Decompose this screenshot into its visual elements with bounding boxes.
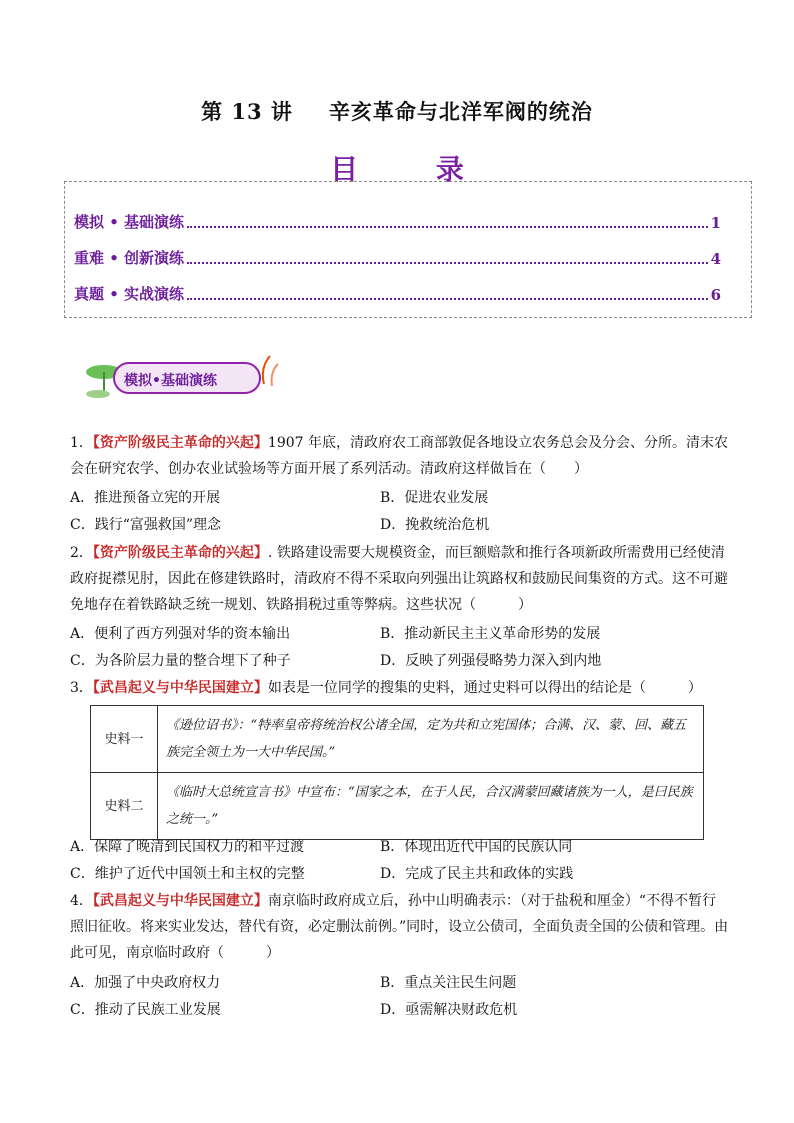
option-a[interactable]: A．便利了西方列强对华的资本输出 (70, 625, 291, 642)
option-d[interactable]: D．反映了列强侵略势力深入到内地 (380, 652, 602, 669)
toc-heading: 目 录 (330, 153, 498, 186)
question-tag: 【资产阶级民主革命的兴起】 (92, 435, 268, 451)
toc-item-label: 真题 • 实战演练 (74, 285, 185, 303)
option-c[interactable]: C．维护了近代中国领土和主权的完整 (70, 865, 305, 882)
option-b[interactable]: B．促进农业发展 (380, 489, 489, 506)
question-4-options (70, 968, 730, 1022)
page-title (0, 96, 794, 126)
question-4 (70, 888, 730, 966)
source-value: 《临时大总统宣言书》中宣布：“国家之本，在于人民，合汉满蒙回藏诸族为一人，是曰民族之统一。” (158, 773, 704, 840)
option-d[interactable]: D．完成了民主共和政体的实践 (380, 865, 574, 882)
question-tag: 【武昌起义与中华民国建立】 (92, 680, 268, 696)
toc-item-1[interactable] (74, 210, 721, 232)
toc-leader (187, 298, 708, 300)
question-number: 3． (70, 680, 93, 696)
table-row (91, 773, 704, 840)
question-text: 1907 年底，清政府农工商部敦促各地设立农务总会及分会、分所。清末农会在研究农学、创办农业试验场等方面开展了系列活动。清政府这样做旨在（ ） (70, 435, 728, 477)
question-text: 如表是一位同学的搜集的史料，通过史料可以得出的结论是（ ） (267, 680, 702, 696)
option-b[interactable]: B．重点关注民生问题 (380, 974, 517, 991)
option-b[interactable]: B．体现出近代中国的民族认同 (380, 838, 573, 855)
option-c[interactable]: C．为各阶层力量的整合埋下了种子 (70, 652, 291, 669)
toc-leader (187, 262, 708, 264)
option-d[interactable]: D．亟需解决财政危机 (380, 1001, 518, 1018)
question-text: 南京临时政府成立后，孙中山明确表示：（对于盐税和厘金）“不得不暂行照旧征收。将来实业发达，替代有资，必定删汰前例。”同时，设立公债司，全面负责全国的公债和管理。由此可见，南京临时政府（ ） (70, 893, 729, 961)
question-2-options (70, 619, 730, 673)
lecture-topic: 辛亥革命与北洋军阀的统治 (328, 99, 593, 124)
question-tag: 【武昌起义与中华民国建立】 (92, 893, 268, 909)
lecture-number: 第 13 讲 (201, 99, 293, 124)
question-tag: 【资产阶级民主革命的兴起】 (92, 545, 268, 561)
option-c[interactable]: C．践行“富强救国”理念 (70, 516, 222, 533)
source-key: 史料二 (91, 773, 158, 840)
source-table (90, 705, 704, 840)
option-a[interactable]: A．保障了晚清到民国权力的和平过渡 (70, 838, 305, 855)
toc-item-label: 重难 • 创新演练 (74, 249, 185, 267)
option-a[interactable]: A．加强了中央政府权力 (70, 974, 221, 991)
section-banner-label: 模拟•基础演练 (124, 373, 217, 389)
question-number: 2． (70, 545, 93, 561)
question-number: 4． (70, 893, 93, 909)
source-key: 史料一 (91, 706, 158, 773)
question-1-options (70, 483, 730, 537)
toc-item-page: 1 (710, 214, 721, 232)
toc-leader (187, 226, 708, 228)
toc-item-label: 模拟 • 基础演练 (74, 213, 185, 231)
table-row (91, 706, 704, 773)
question-2 (70, 540, 730, 618)
question-text: . 铁路建设需要大规模资金，而巨额赔款和推行各项新政所需费用已经使清政府捉襟见肘，因此在修建铁路时，清政府不得不采取向列强出让筑路权和鼓励民间集资的方式。这不可避免地存在着铁路缺乏统一规划、铁路捐税过重等弊病。这些状况（ ） (70, 545, 728, 613)
option-b[interactable]: B．推动新民主主义革命形势的发展 (380, 625, 601, 642)
option-a[interactable]: A．推进预备立宪的开展 (70, 489, 221, 506)
question-3 (70, 675, 730, 701)
question-3-options (70, 832, 730, 886)
option-c[interactable]: C．推动了民族工业发展 (70, 1001, 221, 1018)
toc-item-2[interactable] (74, 246, 721, 268)
source-value: 《逊位诏书》：“特率皇帝将统治权公诸全国，定为共和立宪国体；合满、汉、蒙、回、藏五族完全领土为一大中华民国。” (158, 706, 704, 773)
question-1 (70, 430, 730, 482)
question-number: 1． (70, 435, 93, 451)
toc-item-page: 6 (710, 286, 721, 304)
toc-item-page: 4 (710, 250, 721, 268)
section-banner (84, 350, 284, 402)
toc-item-3[interactable] (74, 282, 721, 304)
table-of-contents (64, 181, 752, 318)
option-d[interactable]: D．挽救统治危机 (380, 516, 490, 533)
